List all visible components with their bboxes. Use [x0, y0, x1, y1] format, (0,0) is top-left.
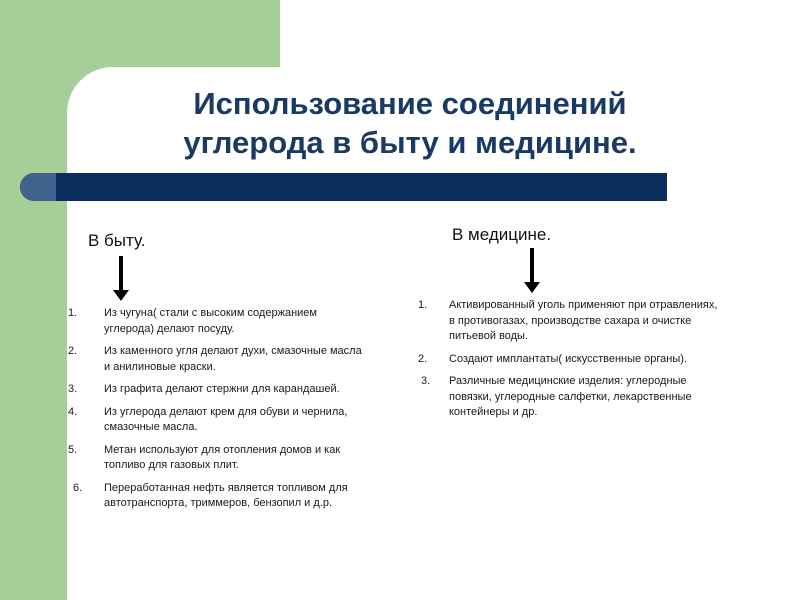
list-item-text: Из чугуна( стали с высоким содержанием углерода) делают посуду. — [104, 307, 317, 335]
list-item — [68, 481, 368, 512]
home-use-list — [68, 306, 368, 519]
list-item-number: 4. — [68, 405, 78, 418]
list-item-text: Активированный уголь применяют при отравлениях, в противогазах, производстве сахара и очистке питьевой воды. — [449, 299, 718, 342]
list-item-text: Из углерода делают крем для обуви и чернила, смазочные масла. — [104, 405, 348, 433]
list-item — [68, 405, 368, 436]
medicine-use-list — [418, 298, 718, 428]
title-underline-bar-cap — [20, 173, 56, 201]
list-item-number: 3. — [421, 375, 431, 387]
list-item — [68, 344, 368, 375]
slide-title: Использование соединений углерода в быту и медицине. — [183, 86, 637, 160]
list-item-number: 6. — [73, 481, 83, 494]
list-item-number: 2. — [418, 352, 428, 365]
list-item-text: Из графита делают стержни для карандашей. — [104, 383, 340, 395]
list-item-number: 5. — [68, 443, 78, 456]
list-item-text: Создают имплантаты( искусственные органы). — [449, 352, 687, 365]
list-item-number: 1. — [418, 299, 428, 311]
list-item-text: Из каменного угля делают духи, смазочные масла и анилиновые краски. — [104, 345, 362, 373]
list-item — [418, 374, 718, 421]
heading-medicine-use: В медицине. — [452, 225, 552, 244]
title-underline-bar — [20, 173, 667, 201]
list-item-number: 3. — [68, 383, 78, 395]
list-item — [68, 382, 368, 398]
arrow-down-icon — [112, 256, 130, 302]
heading-home-use: В быту. — [88, 231, 146, 250]
list-item — [418, 298, 718, 345]
list-item-number: 2. — [68, 345, 78, 357]
list-item — [68, 306, 368, 337]
list-item-text: Различные медицинские изделия: углеродные повязки, углеродные салфетки, лекарственные контейнеры и др. — [449, 375, 692, 418]
list-item — [68, 443, 368, 474]
list-item-text: Переработанная нефть является топливом для автотранспорта, триммеров, бензопил и д.р. — [104, 481, 348, 509]
arrow-down-icon — [523, 248, 541, 294]
list-item — [418, 352, 718, 368]
list-item-text: Метан используют для отопления домов и как топливо для газовых плит. — [104, 443, 341, 471]
list-item-number: 1. — [68, 307, 78, 319]
